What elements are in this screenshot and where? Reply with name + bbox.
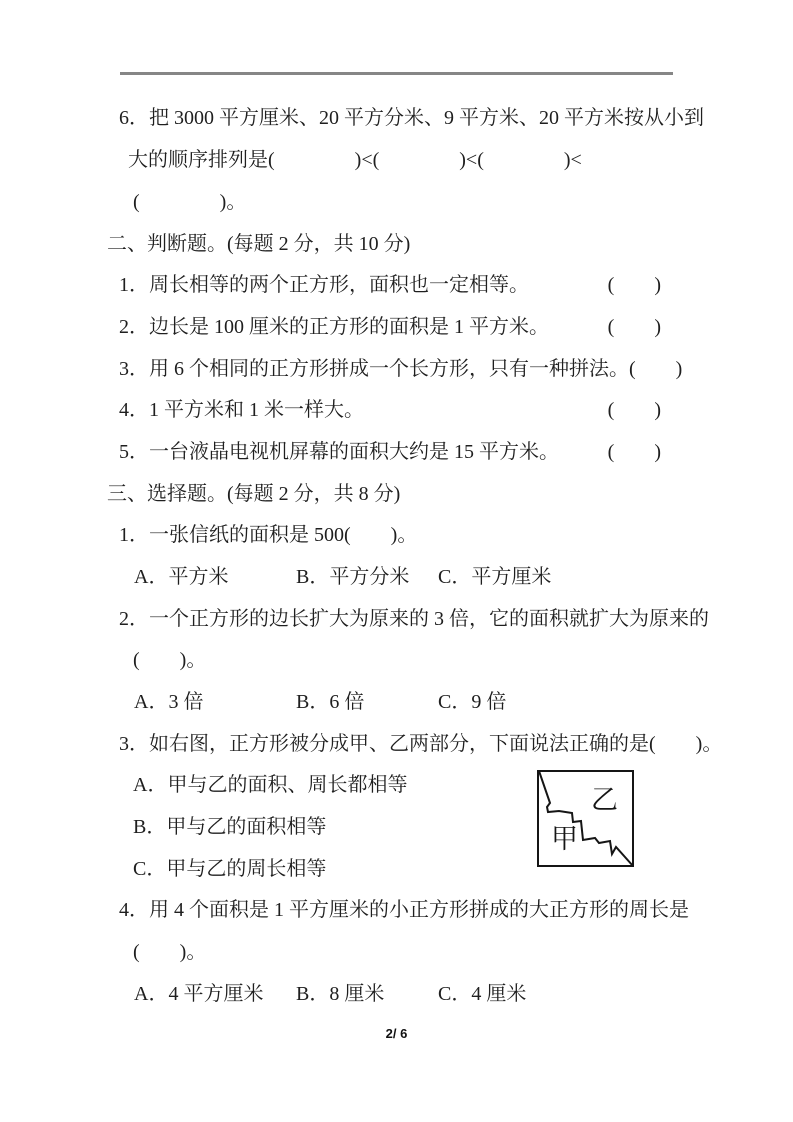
question-number: 4． <box>119 399 149 421</box>
question-6-line-2 <box>128 148 582 172</box>
judge-item-2 <box>119 315 661 339</box>
question-number: 1． <box>119 524 149 546</box>
question-number: 6． <box>119 107 149 129</box>
option-b: B．6 倍 <box>296 691 365 713</box>
option-c: C．9 倍 <box>438 691 507 713</box>
answer-blank: ( )。 <box>133 649 207 671</box>
answer-blank: ( ) <box>629 358 683 380</box>
option-c: C．平方厘米 <box>438 566 552 588</box>
question-number: 3． <box>119 358 149 380</box>
question-text: 一张信纸的面积是 500( )。 <box>149 524 418 546</box>
judge-text: 4．1 平方米和 1 米一样大。 <box>119 399 364 421</box>
judge-item-3 <box>119 357 683 381</box>
question-text: 一个正方形的边长扩大为原来的 3 倍，它的面积就扩大为原来的 <box>149 608 709 630</box>
choice-q2-options <box>0 690 793 714</box>
answer-blank: ( ) <box>607 399 661 421</box>
choice-q1-stem <box>119 523 417 547</box>
question-text: 大的顺序排列是( )<( )<( )< <box>128 149 582 171</box>
option-a: A．平方米 <box>134 566 229 588</box>
answer-blank: ( ) <box>607 441 661 463</box>
question-number: 2． <box>119 316 149 338</box>
judge-item-5 <box>119 440 661 464</box>
question-number: 4． <box>119 899 149 921</box>
option-b: B．8 厘米 <box>296 983 385 1005</box>
choice-q2-stem-line-2 <box>133 648 206 672</box>
choice-q3-stem <box>119 732 722 756</box>
judge-text: 5．一台液晶电视机屏幕的面积大约是 15 平方米。 <box>119 441 559 463</box>
page-number: 2/ 6 <box>385 1026 408 1041</box>
figure-label-jia: 甲 <box>551 824 578 854</box>
question-number: 3． <box>119 733 149 755</box>
question-number: 5． <box>119 441 149 463</box>
question-number: 1． <box>119 274 149 296</box>
answer-blank: ( )。 <box>133 941 207 963</box>
choice-q3-option-b: B．甲与乙的面积相等 <box>133 816 327 838</box>
choice-q1-options <box>0 565 793 589</box>
choice-q4-options <box>0 982 793 1006</box>
answer-blank: ( ) <box>607 274 661 296</box>
judge-text: 2．边长是 100 厘米的正方形的面积是 1 平方米。 <box>119 316 549 338</box>
square-figure <box>537 770 634 867</box>
option-b: B．平方分米 <box>296 566 410 588</box>
choice-q2-stem-line-1 <box>119 607 709 631</box>
judge-item-4 <box>119 398 661 422</box>
option-c: C．4 厘米 <box>438 983 527 1005</box>
question-number: 2． <box>119 608 149 630</box>
section-3-heading: 三、选择题。(每题 2 分，共 8 分) <box>107 483 401 505</box>
choice-q4-stem-line-2 <box>133 940 206 964</box>
figure-label-yi: 乙 <box>591 785 618 815</box>
top-divider-rule <box>120 72 673 75</box>
choice-q3-option-c: C．甲与乙的周长相等 <box>133 858 327 880</box>
question-text: ( )。 <box>133 191 247 213</box>
question-text: 用 4 个面积是 1 平方厘米的小正方形拼成的大正方形的周长是 <box>149 899 689 921</box>
choice-q4-stem-line-1 <box>119 898 689 922</box>
option-a: A．4 平方厘米 <box>134 983 264 1005</box>
judge-text: 3．用 6 个相同的正方形拼成一个长方形，只有一种拼法。 <box>119 358 629 380</box>
question-text: 如右图，正方形被分成甲、乙两部分，下面说法正确的是( )。 <box>149 733 723 755</box>
judge-text: 1．周长相等的两个正方形，面积也一定相等。 <box>119 274 529 296</box>
section-2-heading: 二、判断题。(每题 2 分，共 10 分) <box>107 233 411 255</box>
answer-blank: ( ) <box>607 316 661 338</box>
choice-q3-option-a: A．甲与乙的面积、周长都相等 <box>133 774 408 796</box>
judge-item-1 <box>119 273 661 297</box>
option-a: A．3 倍 <box>134 691 204 713</box>
question-6-line-1 <box>119 106 704 130</box>
question-text: 把 3000 平方厘米、20 平方分米、9 平方米、20 平方米按从小到 <box>149 107 704 129</box>
question-6-line-3 <box>133 190 246 214</box>
